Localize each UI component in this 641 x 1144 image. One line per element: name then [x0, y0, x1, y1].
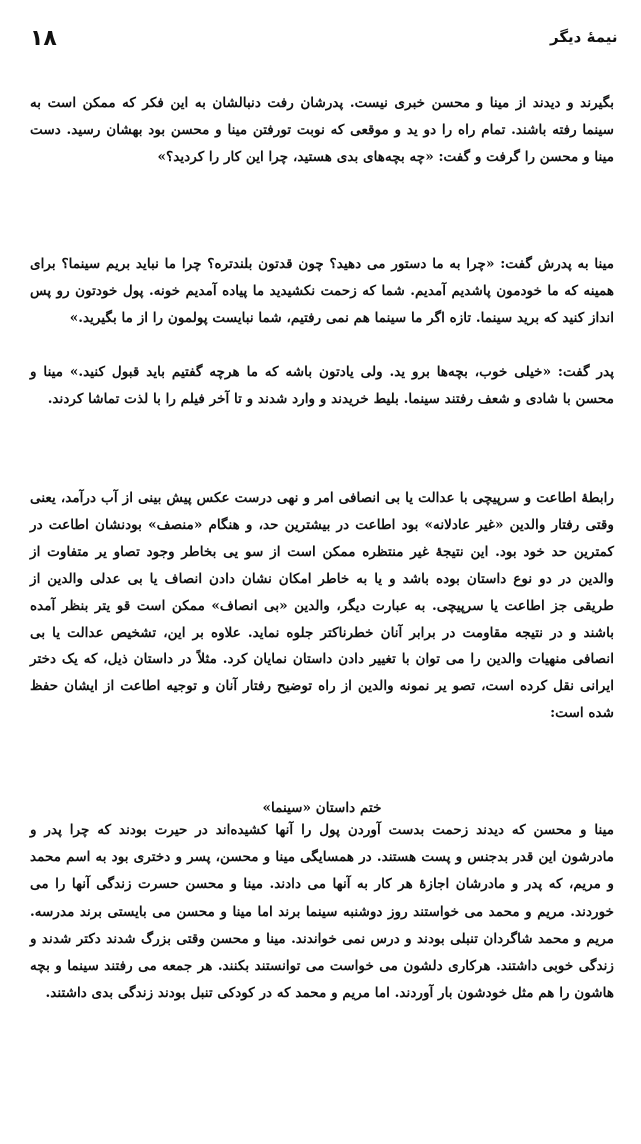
- paragraph: پدر گفت: «خیلی خوب، بچه‌ها برو ید. ولی یادتون باشه که ما هرچه گفتیم باید قبول کنید.» مینا و محسن با شادی و شعف رفتند سینما. بلیط خریدند و وارد شدند و تا آخر فیلم را با لذت تماشا کردند.: [30, 364, 614, 407]
- page-number: ۱۸: [30, 26, 57, 51]
- paragraph: مینا به پدرش گفت: «چرا به ما دستور می دهید؟ چون قدتون بلندتره؟ چرا ما نباید بریم سینما؟ برای همینه که ما خودمون پاشدیم آمدیم. شما که زحمت نکشیدید ما پیاده آمدیم خونه. پول خودتون رو پس انداز کنید که برید سینما. تازه اگر ما سینما هم نمی رفتیم، شما نبایست پولمون را از ما بگیرید.»: [30, 256, 614, 326]
- story-paragraph: مینا و محسن که دیدند زحمت بدست آوردن پول را آنها کشیده‌اند در حیرت بودند که چرا پدر و مادرشون این قدر بدجنس و پست هستند. در همسایگی مینا و محسن، پسر و دختری بود به اسم محمد و مریم، که پدر و مادرشان اجازهٔ هر کار به آنها می دادند. مینا و محسن حسرت زندگی آنها را می خوردند. مریم و محمد می خواستند روز دوشنبه سینما برند اما مینا و محسن می بایستی برند مدرسه. مریم و محمد شاگردان تنبلی بودند و درس نمی خواندند. مینا و محسن وقتی بزرگ شدند دکتر شدند و زندگی خوبی داشتند. هرکاری دلشون می خواست می توانستند بکنند. هر جمعه می رفتند سینما و بچه هاشون را هم مثل خودشون بار آوردند. اما مریم و محمد که در کودکی تنبل بودند زندگی بدی داشتند.: [30, 822, 614, 1002]
- running-title: نیمهٔ دیگر: [550, 28, 618, 46]
- story-title: ختم داستان «سینما»: [262, 800, 382, 816]
- page-header: [0, 0, 641, 56]
- paragraph: بگیرند و دیدند از مینا و محسن خبری نیست. پدرشان رفت دنبالشان به این فکر که ممکن است به سینما رفته باشند. تمام راه را دو ید و موقعی که نوبت تورفتن مینا و محسن بود بهشان رسید. دست مینا و محسن را گرفت و گفت: «چه بچه‌های بدی هستید، چرا این کار را کردید؟»: [30, 95, 614, 165]
- paragraph: رابطهٔ اطاعت و سرپیچی با عدالت یا بی انصافی امر و نهی درست عکس پیش بینی از آب درآمد، یعنی وقتی رفتار والدین «غیر عادلانه» بود اطاعت در بیشترین حد، و هنگام «منصف» بودنشان اطاعت در کمترین حد خود بود. این نتیجهٔ غیر منتظره ممکن است از سو یی بخاطر وجود تصاو یر متفاوت از والدین در دو نوع داستان بوده باشد و یا به خاطر امکان نشان دادن انصاف یا بی عدلی والدین از طریقی جز اطاعت یا سرپیچی. به عبارت دیگر، والدین «بی انصاف» ممکن است قو یتر بنظر آمده باشند و در نتیجه مقاومت در برابر آنان خطرناکتر جلوه نماید. علاوه بر این، تشخیص عدالت یا بی انصافی منهیات والدین را می توان با تغییر دادن داستان نمایان کرد. مثلاً در داستان ذیل، که یک دختر ایرانی نقل کرده است، تصو یر نمونه والدین از راه توضیح رفتار آنان و توجیه اطاعت از ایشان حفظ شده است:: [30, 490, 614, 722]
